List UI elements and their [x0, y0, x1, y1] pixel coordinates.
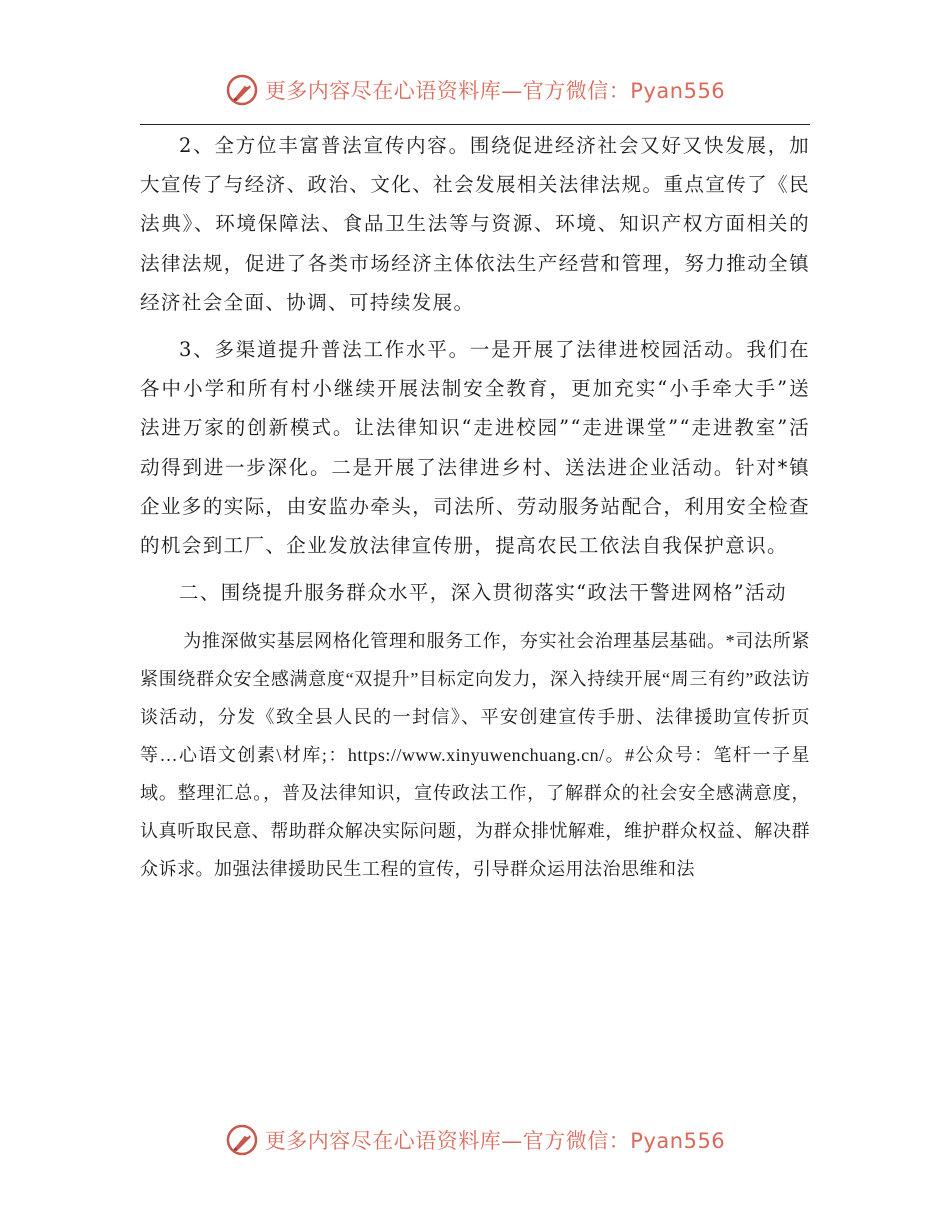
paragraph-grid-management: 为推深做实基层网格化管理和服务工作，夯实社会治理基层基础。*司法所紧紧围绕群众安全感满意度“双提升”目标定向发力，深入持续开展“周三有约”政法访谈活动，分发《致全县人民的一封信》、平安创建宣传手册、法律援助宣传折页等…心语文创素\材库;：https://www.xinyuwenchuang.cn/。#公众号：笔杆一子星域。整理汇总。，普及法律知识，宣传政法工作，了解群众的社会安全感满意度，认真听取民意、帮助群众解决实际问题，为群众排忧解难，维护群众权益、解决群众诉求。加强法律援助民生工程的宣传，引导群众运用法治思维和法 — [140, 631, 810, 880]
document-body — [140, 126, 810, 888]
footer-banner-text: 更多内容尽在心语资料库—官方微信：Pyan556 — [264, 1129, 726, 1153]
header-banner — [0, 70, 950, 110]
section-heading-2: 二、围绕提升服务群众水平，深入贯彻落实“政法干警进网格”活动 — [179, 581, 787, 605]
paragraph-publicity-content: 2、全方位丰富普法宣传内容。围绕促进经济社会又好又快发展，加大宣传了与经济、政治、文化、社会发展相关法律法规。重点宣传了《民法典》、环境保障法、食品卫生法等与资源、环境、知识产权方面相关的法律法规，促进了各类市场经济主体依法生产经营和管理，努力推动全镇经济社会全面、协调、可持续发展。 — [140, 134, 810, 314]
header-banner-text: 更多内容尽在心语资料库—官方微信：Pyan556 — [264, 79, 726, 103]
pen-nib-icon — [225, 73, 259, 107]
header-divider — [140, 124, 810, 125]
pen-nib-icon — [225, 1123, 259, 1157]
footer-banner — [0, 1120, 950, 1160]
paragraph-multi-channel: 3、多渠道提升普法工作水平。一是开展了法律进校园活动。我们在各中小学和所有村小继续开展法制安全教育，更加充实“小手牵大手”送法进万家的创新模式。让法律知识“走进校园”“走进课堂”“走进教室”活动得到进一步深化。二是开展了法律进乡村、送法进企业活动。针对*镇企业多的实际，由安监办牵头，司法所、劳动服务站配合，利用安全检查的机会到工厂、企业发放法律宣传册，提高农民工依法自我保护意识。 — [140, 338, 810, 558]
